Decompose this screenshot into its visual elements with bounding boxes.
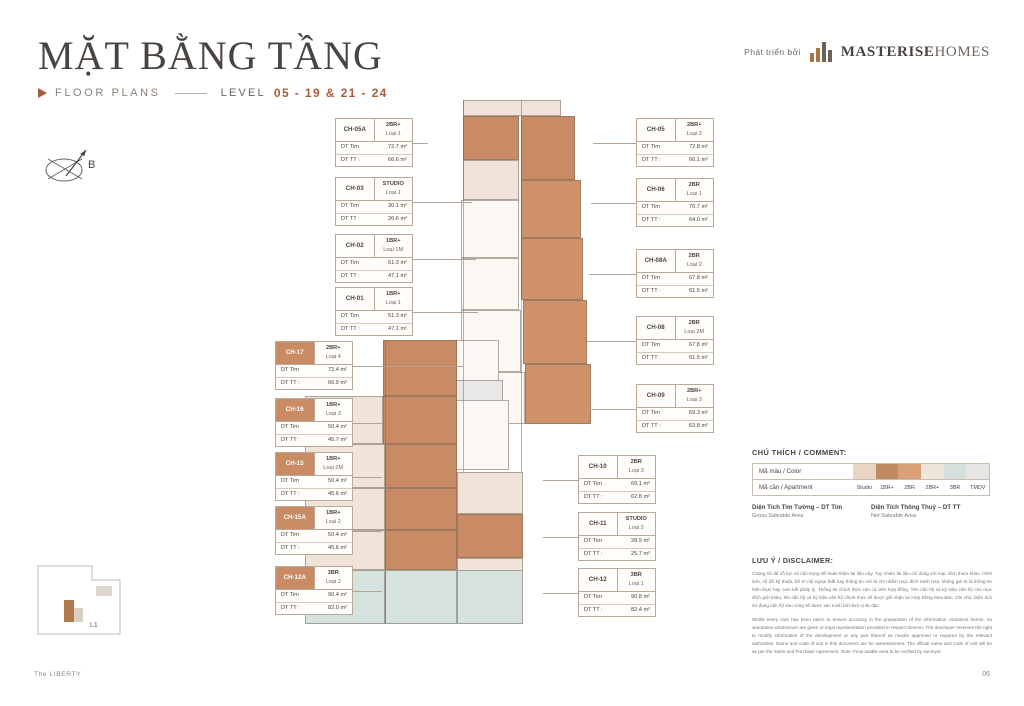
unit-subtype: Loại 2 (686, 130, 702, 137)
gross-label: DT Tim (642, 342, 660, 349)
gross-label: DT Tim (281, 367, 299, 374)
net-value: 26.6 m² (388, 215, 407, 222)
unit-code: CH-05 (637, 119, 676, 141)
legend-code: TMDV (970, 484, 986, 491)
legend-notes (752, 504, 990, 519)
net-label: DT TT : (584, 550, 603, 557)
gross-value: 67.8 m² (689, 275, 708, 282)
unit-subtype: Loại 1 (628, 580, 644, 587)
unit-subtype: Loại 3 (686, 396, 702, 403)
unit-card[interactable] (636, 384, 714, 433)
gross-label: DT Tim (341, 260, 359, 267)
gross-value: 72.7 m² (388, 144, 407, 151)
unit-card[interactable] (636, 249, 714, 298)
unit-code: CH-12A (276, 567, 315, 589)
unit-type: 1BR+ (386, 238, 401, 244)
net-value: 45.6 m² (328, 544, 347, 551)
disclaimer (752, 556, 992, 662)
unit-type: 2BR (630, 459, 642, 465)
unit-code: CH-08A (637, 250, 676, 272)
unit-subtype: Loại 2 (325, 578, 341, 585)
unit-subtype: Loại 2 (325, 518, 341, 525)
unit-card[interactable] (335, 287, 413, 336)
logo-text (841, 44, 990, 61)
unit-code: CH-01 (336, 288, 375, 310)
net-value: 66.1 m² (689, 156, 708, 163)
net-label: DT TT : (281, 436, 300, 443)
unit-type: STUDIO (625, 516, 647, 522)
unit-type: 3BR (327, 570, 339, 576)
unit-card[interactable] (636, 118, 714, 167)
net-label: DT TT : (341, 156, 360, 163)
divider (175, 93, 207, 94)
unit-type: 2BR+ (326, 345, 341, 351)
level-prefix: LEVEL (220, 87, 266, 99)
unit-subtype: Loại 2M (323, 464, 344, 471)
unit-code: CH-09 (637, 385, 676, 407)
unit-card[interactable] (335, 177, 413, 226)
developed-by-label: Phát triển bởi (744, 47, 801, 57)
net-value: 61.5 m² (689, 354, 708, 361)
gross-label: DT Tim (642, 204, 660, 211)
unit-type: 3BR (630, 572, 642, 578)
legend-apartment-label: Mã căn / Apartment (759, 484, 813, 491)
gross-value: 69.3 m² (689, 410, 708, 417)
unit-card[interactable] (275, 566, 353, 615)
level-value: 05 - 19 & 21 - 24 (273, 86, 388, 100)
unit-subtype: Loại 2 (628, 524, 644, 531)
unit-card[interactable] (275, 506, 353, 555)
unit-type: 1BR+ (326, 456, 341, 462)
gross-value: 90.8 m² (631, 594, 650, 601)
net-value: 25.7 m² (631, 550, 650, 557)
unit-subtype: Loại 3 (325, 410, 341, 417)
gross-label: DT Tim (642, 410, 660, 417)
gross-label: DT Tim (584, 538, 602, 545)
unit-card[interactable] (636, 178, 714, 227)
gross-label: DT Tim (281, 424, 299, 431)
key-plan (34, 560, 130, 640)
net-value: 82.0 m² (328, 604, 347, 611)
net-value: 62.8 m² (631, 493, 650, 500)
net-value: 47.1 m² (388, 325, 407, 332)
gross-label: DT Tim (584, 594, 602, 601)
unit-type: 1BR+ (386, 291, 401, 297)
unit-subtype: Loại 2 (686, 261, 702, 268)
key-plan-label: L1 (90, 622, 98, 629)
legend-title: CHÚ THÍCH / COMMENT: (752, 448, 847, 457)
gross-value: 50.4 m² (328, 532, 347, 539)
net-value: 82.4 m² (631, 606, 650, 613)
subtitle-row (38, 86, 388, 100)
gross-value: 51.3 m² (388, 313, 407, 320)
unit-code: CH-02 (336, 235, 375, 257)
gross-label: DT Tim (341, 203, 359, 210)
disclaimer-vi: Chúng tôi đã nỗ lực và cẩn trọng để hoàn thiện tài liệu này. Tuy nhiên tài liệu chỉ dùng với mục đích tham khảo. Hình ảnh, số đồ kỹ thuật, bố trí nội ngoại thất hay thông tin mô tả chỉ nhằm mục đích minh hoạ, không giá trị là thông tin hiện thực hay cam kết pháp lý. Thông tin chính thức căn cứ trên hợp đồng. Tên căn hộ và ký hiệu căn hộ cho mục đích giới thiệu, tên căn hộ và ký hiệu căn hộ chính thức sẽ được ghi nhận tại Hợp Đồng Mua Bán. Ghi chú: Diện tích sử dụng căn hộ sau cùng sẽ được xác minh bởi đơn vị đo đạc. (752, 571, 992, 609)
net-value: 45.6 m² (328, 490, 347, 497)
unit-code: CH-03 (336, 178, 375, 200)
gross-value: 50.4 m² (328, 424, 347, 431)
net-label: DT TT : (642, 354, 661, 361)
net-label: DT TT : (642, 287, 661, 294)
swatch-2br (898, 464, 921, 479)
net-value: 64.0 m² (689, 216, 708, 223)
swatch-studio (853, 464, 876, 479)
net-value: 61.5 m² (689, 287, 708, 294)
legend-box (752, 463, 990, 496)
triangle-icon (38, 88, 47, 98)
footer-page-number: 06 (982, 671, 990, 678)
unit-card[interactable] (578, 568, 656, 617)
legend-code: 3BR (949, 484, 961, 491)
gross-value: 67.8 m² (689, 342, 708, 349)
swatch-2brplus (921, 464, 944, 479)
unit-card[interactable] (578, 512, 656, 561)
unit-code: CH-10 (579, 456, 618, 478)
net-label: DT TT : (642, 422, 661, 429)
unit-code: CH-11 (579, 513, 618, 535)
unit-card[interactable] (275, 398, 353, 447)
net-note-en: Net Saleable Area (871, 513, 917, 519)
gross-value: 70.7 m² (689, 204, 708, 211)
unit-type: 1BR+ (326, 510, 341, 516)
unit-card[interactable] (578, 455, 656, 504)
unit-code: CH-12 (579, 569, 618, 591)
swatch-3br (944, 464, 967, 479)
legend (752, 448, 990, 519)
net-label: DT TT : (341, 325, 360, 332)
gross-label: DT Tim (642, 275, 660, 282)
legend-color-row (753, 464, 989, 480)
net-label: DT TT : (584, 606, 603, 613)
swatch-tmdv (966, 464, 989, 479)
logo-name-bold: MASTERISE (840, 43, 935, 60)
unit-type: 2BR+ (386, 122, 401, 128)
net-value: 45.7 m² (328, 436, 347, 443)
net-label: DT TT : (341, 272, 360, 279)
unit-type: 2BR (688, 182, 700, 188)
unit-card[interactable] (275, 452, 353, 501)
unit-subtype: Loại 4 (325, 353, 341, 360)
unit-code: CH-17 (276, 342, 315, 364)
floor-plans-label: FLOOR PLANS (55, 87, 161, 99)
disclaimer-title: LƯU Ý / DISCLAIMER: (752, 556, 834, 565)
masterise-mark-icon (810, 42, 832, 62)
unit-type: 2BR (688, 253, 700, 259)
legend-code: 2BR (904, 484, 915, 491)
net-note-vi: Diện Tích Thông Thuỷ – DT TT (871, 504, 961, 511)
unit-code: CH-06 (637, 179, 676, 201)
unit-code: CH-05A (336, 119, 375, 141)
legend-note-net (871, 504, 990, 519)
unit-code: CH-16 (276, 399, 315, 421)
legend-apartment-row (753, 480, 989, 495)
svg-text:B: B (88, 159, 96, 171)
net-label: DT TT : (584, 493, 603, 500)
unit-subtype: Loại 1 (686, 190, 702, 197)
unit-subtype: Loại 1 (385, 189, 401, 196)
gross-value: 72.8 m² (689, 144, 708, 151)
developer-logo (744, 42, 990, 62)
gross-value: 30.1 m² (388, 203, 407, 210)
unit-subtype: Loại 1 (385, 299, 401, 306)
unit-code: CH-15A (276, 507, 315, 529)
net-value: 47.1 m² (388, 272, 407, 279)
compass-icon (40, 146, 100, 190)
gross-label: DT Tim (341, 313, 359, 320)
footer-left: The LIBERTY (34, 671, 82, 678)
gross-label: DT Tim (281, 532, 299, 539)
net-label: DT TT : (642, 216, 661, 223)
unit-card[interactable] (335, 234, 413, 283)
unit-type: STUDIO (382, 181, 404, 187)
net-label: DT TT : (281, 379, 300, 386)
net-label: DT TT : (281, 544, 300, 551)
unit-type: 2BR (688, 320, 700, 326)
net-value: 66.6 m² (388, 156, 407, 163)
gross-label: DT Tim (584, 481, 602, 488)
net-label: DT TT : (642, 156, 661, 163)
legend-code: 1BR+ (880, 484, 894, 491)
logo-name-light: HOMES (934, 43, 990, 60)
unit-subtype: Loại 1 (385, 130, 401, 137)
gross-label: DT Tim (281, 478, 299, 485)
gross-value: 90.4 m² (328, 592, 347, 599)
net-label: DT TT : (341, 215, 360, 222)
unit-type: 1BR+ (326, 402, 341, 408)
gross-value: 50.4 m² (328, 478, 347, 485)
legend-code: Studio (856, 484, 872, 491)
unit-code: CH-15 (276, 453, 315, 475)
unit-type: 2BR+ (687, 122, 702, 128)
swatch-1br (876, 464, 899, 479)
unit-subtype: Loại 1M (383, 246, 404, 253)
gross-note-vi: Diện Tích Tim Tường – DT Tim (752, 504, 843, 511)
gross-value: 72.4 m² (328, 367, 347, 374)
unit-card[interactable] (636, 316, 714, 365)
net-value: 63.8 m² (689, 422, 708, 429)
unit-subtype: Loại 3 (628, 467, 644, 474)
net-label: DT TT : (281, 490, 300, 497)
unit-code: CH-08 (637, 317, 676, 339)
unit-card[interactable] (275, 341, 353, 390)
legend-color-label: Mã màu / Color (759, 468, 802, 475)
gross-value: 51.3 m² (388, 260, 407, 267)
unit-card[interactable] (335, 118, 413, 167)
page-title: MẶT BẰNG TẦNG (38, 33, 383, 78)
gross-label: DT Tim (642, 144, 660, 151)
gross-value: 28.9 m² (631, 538, 650, 545)
legend-note-gross (752, 504, 871, 519)
net-value: 66.9 m² (328, 379, 347, 386)
disclaimer-en: Whilst every care has been taken to ensure accuracy in the preparation of the information contained herein, no warranties whatsoever are given or legal representation provided in respect thereon. The developer reserves the right to modify information of the development or any part thereof as maybe approved or required by the relevant authorities. Name and code of unit in this document are for advertisement. The official name and code of unit will be as per the Sales and Purchase Agreement. Note: Final usable area to be verified by surveyor. (752, 617, 992, 655)
net-label: DT TT : (281, 604, 300, 611)
legend-code: 2BR+ (925, 484, 940, 491)
unit-type: 2BR+ (687, 388, 702, 394)
legend-codes (853, 481, 989, 495)
gross-label: DT Tim (281, 592, 299, 599)
gross-label: DT Tim (341, 144, 359, 151)
unit-subtype: Loại 2M (684, 328, 705, 335)
gross-note-en: Gross Saleable Area (752, 513, 804, 519)
legend-swatches (853, 464, 989, 479)
gross-value: 69.1 m² (631, 481, 650, 488)
